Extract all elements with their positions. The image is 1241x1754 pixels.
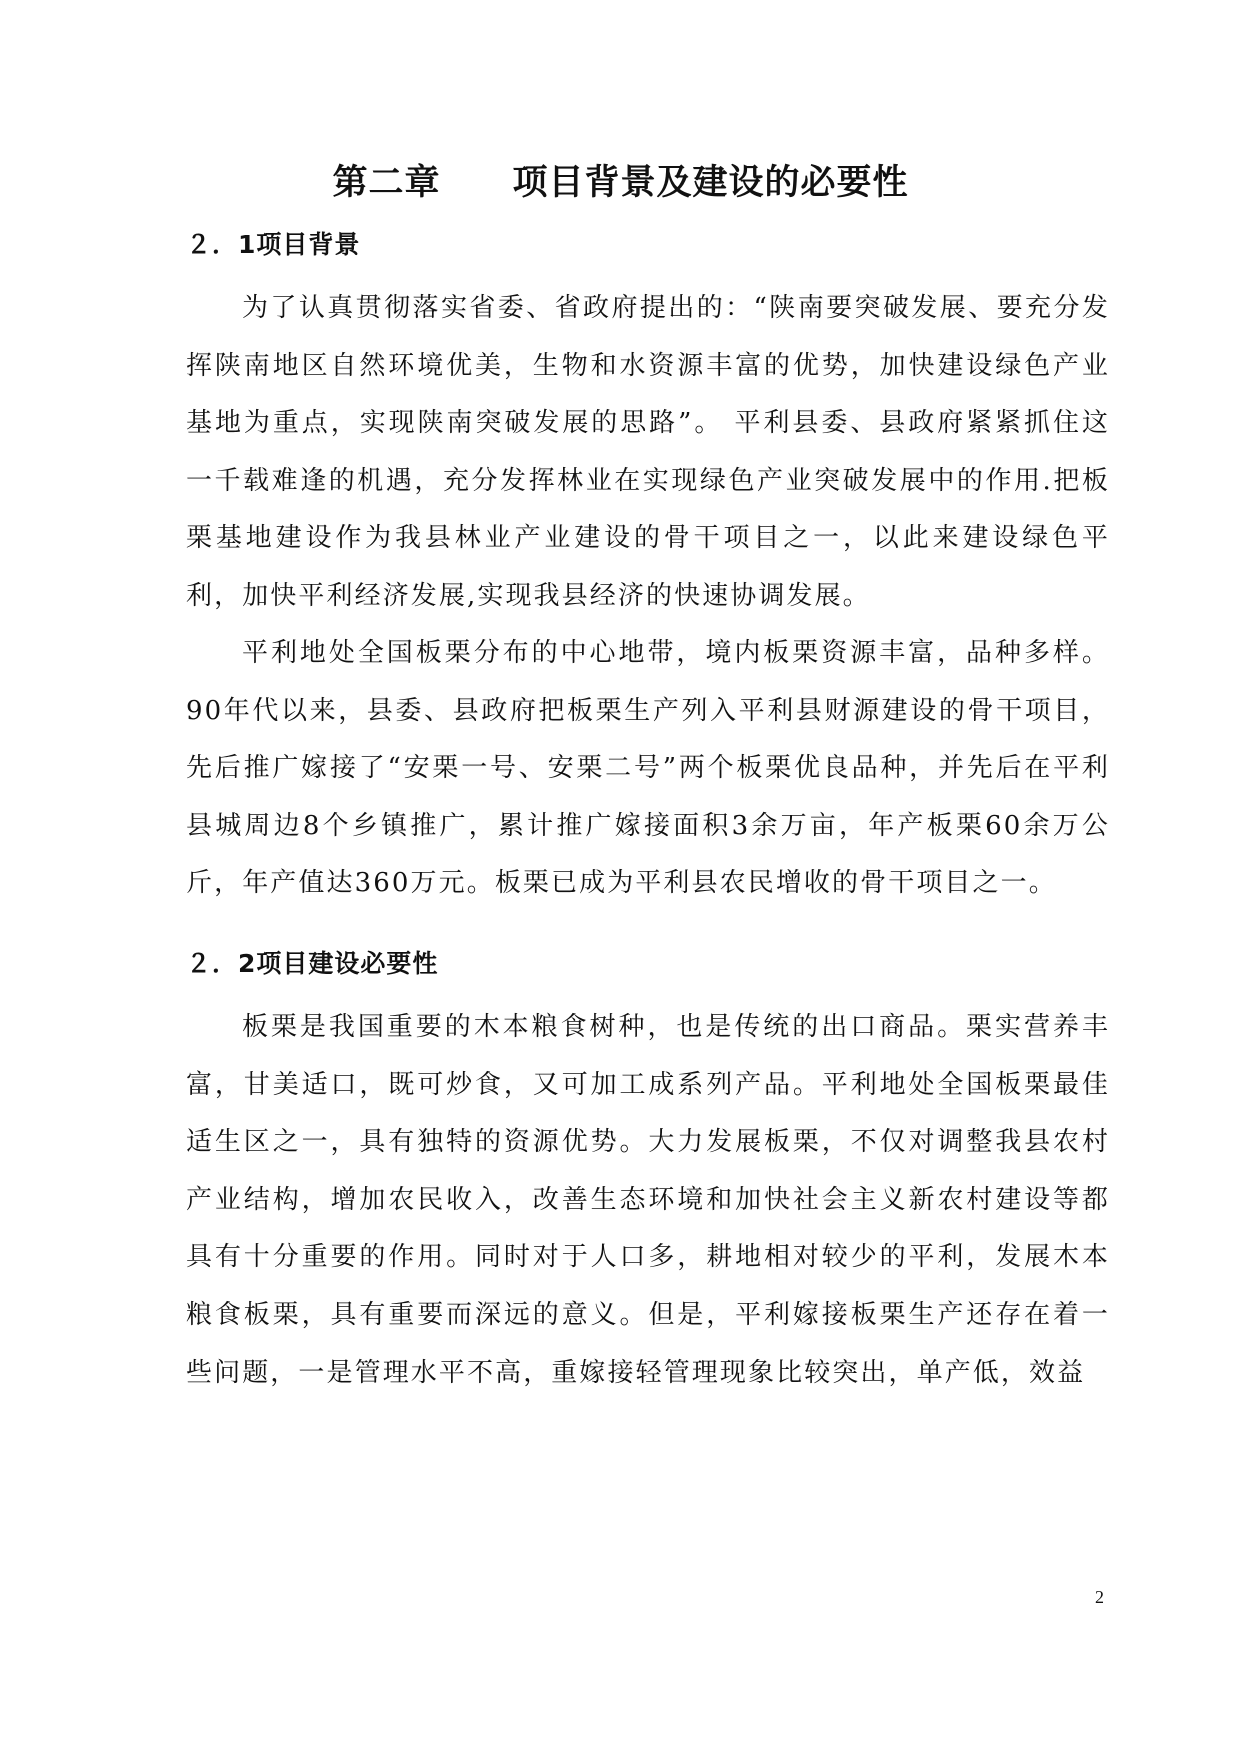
section-heading-project-background: ２．1项目背景	[186, 230, 361, 259]
paragraph-necessity-1: 板栗是我国重要的木本粮食树种，也是传统的出口商品。栗实营养丰富，甘美适口，既可炒食，又可加工成系列产品。平利地处全国板栗最佳适生区之一，具有独特的资源优势。大力发展板栗，不仅对调整我县农村产业结构，增加农民收入，改善生态环境和加快社会主义新农村建设等都具有十分重要的作用。同时对于人口多，耕地相对较少的平利，发展木本粮食板栗，具有重要而深远的意义。但是，平利嫁接板栗生产还存在着一些问题，一是管理水平不高，重嫁接轻管理现象比较突出，单产低，效益	[186, 1012, 1110, 1388]
chapter-title: 第二章 项目背景及建设的必要性	[332, 163, 909, 203]
paragraph-background-2: 平利地处全国板栗分布的中心地带，境内板栗资源丰富，品种多样。90年代以来，县委、县政府把板栗生产列入平利县财源建设的骨干项目，先后推广嫁接了“安栗一号、安栗二号”两个板栗优良品种，并先后在平利县城周边8个乡镇推广，累计推广嫁接面积3余万亩，年产板栗60余万公斤，年产值达360万元。板栗已成为平利县农民增收的骨干项目之一。	[186, 638, 1110, 899]
paragraph-background-1: 为了认真贯彻落实省委、省政府提出的：“陕南要突破发展、要充分发挥陕南地区自然环境优美，生物和水资源丰富的优势，加快建设绿色产业基地为重点，实现陕南突破发展的思路”。 平利县委、县政府紧紧抓住这一千载难逢的机遇，充分发挥林业在实现绿色产业突破发展中的作用.把板栗基地建设作为我县林业产业建设的骨干项目之一，以此来建设绿色平利，加快平利经济发展,实现我县经济的快速协调发展。	[186, 293, 1110, 611]
section-heading-necessity: ２．2项目建设必要性	[186, 949, 439, 978]
page-number: 2	[1095, 1587, 1104, 1607]
